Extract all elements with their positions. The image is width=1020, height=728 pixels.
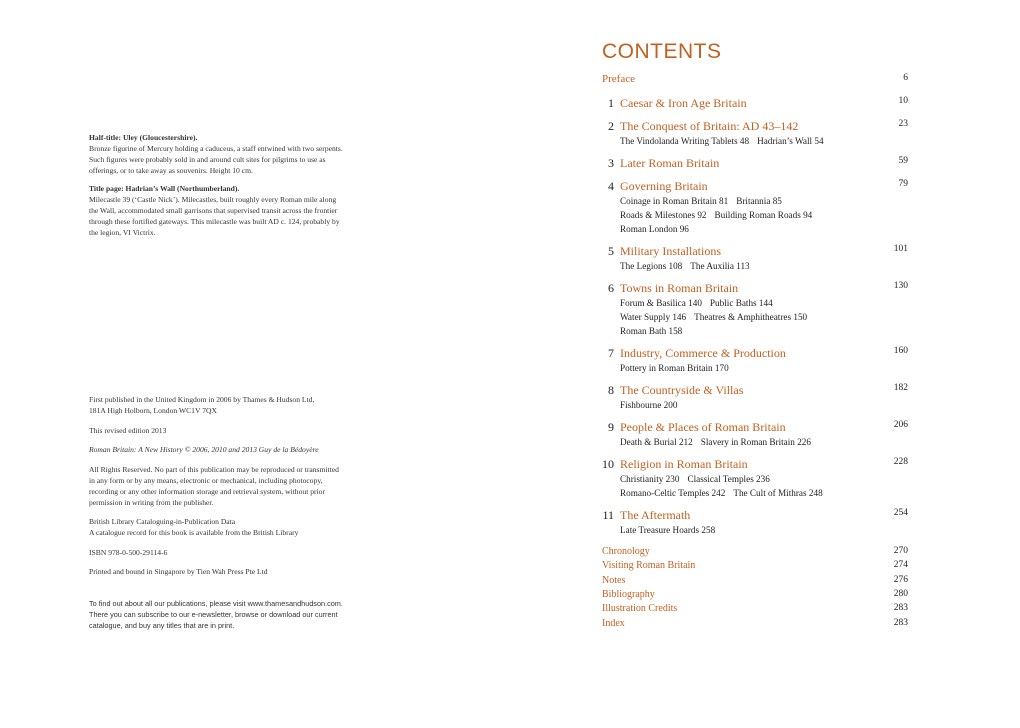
back-matter-label: Chronology (602, 546, 650, 557)
chapter-page-number: 130 (893, 281, 908, 291)
back-matter-label: Illustration Credits (602, 603, 678, 615)
chapter-title: Towns in Roman Britain (620, 281, 739, 295)
toc-subsection-line (620, 400, 677, 410)
half-title-caption (89, 132, 369, 176)
title-page-heading: Title page: Hadrian’s Wall (Northumberland). (89, 184, 240, 193)
toc-subsection-line (620, 312, 807, 322)
back-matter-page-number: 280 (893, 588, 908, 599)
chapter-page-number: 160 (893, 346, 908, 356)
imprint (89, 394, 369, 586)
subsection-entry[interactable]: The Vindolanda Writing Tablets 48 (620, 136, 750, 146)
subsection-entry[interactable]: The Cult of Mithras 248 (733, 488, 823, 498)
title-page-caption (89, 183, 369, 238)
chapter-title: Military Installations (620, 244, 721, 258)
back-matter-page-number: 283 (893, 617, 908, 628)
back-matter-label: Bibliography (602, 588, 655, 600)
back-matter-label: Notes (602, 574, 626, 586)
toc-subsection-line (620, 136, 824, 146)
toc-chapter-1[interactable] (602, 96, 908, 112)
subsection-entry[interactable]: Late Treasure Hoards 258 (620, 525, 716, 535)
toc-subsection-line (620, 488, 823, 498)
chapter-title: The Countryside & Villas (620, 383, 744, 397)
subsection-entry[interactable]: Fishbourne 200 (620, 400, 678, 410)
chapter-number: 11 (602, 508, 614, 522)
chapter-title: The Conquest of Britain: AD 43–142 (620, 119, 799, 133)
chapter-number: 8 (608, 383, 614, 397)
imprint-line: This revised edition 2013 (89, 425, 167, 435)
subsection-entry[interactable]: Pottery in Roman Britain 170 (620, 363, 729, 373)
back-matter-page-number: 274 (893, 560, 908, 571)
subsection-entry[interactable]: Christianity 230 (620, 474, 680, 484)
imprint-line: First published in the United Kingdom in 2006 by Thames & Hudson Ltd, 181A High Holborn, London WC1V 7QX (89, 395, 315, 415)
chapter-page-number: 79 (898, 179, 908, 189)
chapter-title: Caesar & Iron Age Britain (620, 96, 747, 110)
chapter-number: 5 (608, 244, 614, 258)
toc-chapter-4[interactable] (602, 179, 908, 195)
subsection-entry[interactable]: Roads & Milestones 92 (620, 210, 707, 220)
toc-subsection-line (620, 437, 811, 447)
back-matter-label: Index (602, 617, 625, 629)
chapter-number: 9 (608, 420, 614, 434)
chapter-page-number: 254 (893, 508, 908, 518)
back-matter-label: Visiting Roman Britain (602, 560, 696, 572)
toc-subsection-line (620, 261, 750, 271)
chapter-number: 4 (608, 179, 614, 193)
website-note (89, 598, 369, 631)
subsection-entry[interactable]: Roman Bath 158 (620, 326, 683, 336)
subsection-entry[interactable]: Forum & Basilica 140 (620, 298, 702, 308)
subsection-entry[interactable]: The Legions 108 (620, 261, 683, 271)
subsection-entry[interactable]: Coinage in Roman Britain 81 (620, 196, 729, 206)
toc-subsection-line (620, 196, 782, 206)
subsection-entry[interactable]: Classical Temples 236 (687, 474, 770, 484)
imprint-line: Printed and bound in Singapore by Tien Wah Press Pte Ltd (89, 567, 268, 576)
toc-chapter-11[interactable] (602, 508, 908, 524)
chapter-page-number: 182 (893, 383, 908, 393)
toc-page-number: 6 (903, 73, 908, 83)
half-title-heading: Half-title: Uley (Gloucestershire). (89, 133, 198, 142)
chapter-number: 2 (608, 119, 614, 133)
subsection-entry[interactable]: Romano-Celtic Temples 242 (620, 488, 726, 498)
toc-subsection-line (620, 525, 715, 535)
toc-chapter-8[interactable] (602, 383, 908, 399)
subsection-entry[interactable]: Hadrian’s Wall 54 (757, 136, 824, 146)
subsection-entry[interactable]: Building Roman Roads 94 (714, 210, 813, 220)
toc-chapter-5[interactable] (602, 244, 908, 260)
chapter-number: 6 (608, 281, 614, 295)
subsection-entry[interactable]: Theatres & Amphitheatres 150 (694, 312, 808, 322)
toc-subsection-line (620, 224, 689, 234)
chapter-number: 1 (608, 96, 614, 110)
chapter-page-number: 206 (893, 420, 908, 430)
subsection-entry[interactable]: The Auxilia 113 (690, 261, 750, 271)
title-page-line: Milecastle 39 (‘Castle Nick’). Milecastles, built roughly every Roman mile along (89, 195, 337, 204)
imprint-line: British Library Cataloguing-in-Publication Data A catalogue record for this book is available from the British Library (89, 517, 299, 537)
chapter-page-number: 10 (898, 96, 908, 106)
chapter-title: Religion in Roman Britain (620, 457, 748, 471)
website-line: There you can subscribe to our e-newsletter, browse or download our current (89, 610, 338, 619)
title-page-line: the legion, VI Victrix. (89, 228, 156, 237)
chapter-title: Governing Britain (620, 179, 708, 193)
subsection-entry[interactable]: Water Supply 146 (620, 312, 687, 322)
toc-chapter-6[interactable] (602, 281, 908, 297)
subsection-entry[interactable]: Slavery in Roman Britain 226 (700, 437, 811, 447)
website-line: To find out about all our publications, please visit www.thamesandhudson.com. (89, 599, 343, 608)
contents-title: CONTENTS (602, 40, 722, 63)
toc-chapter-2[interactable] (602, 119, 908, 135)
toc-chapter-9[interactable] (602, 420, 908, 436)
title-page-line: the Wall, accommodated small garrisons that supervised transit across the frontier (89, 206, 338, 215)
back-matter-page-number: 283 (893, 603, 908, 614)
chapter-page-number: 23 (898, 119, 908, 129)
toc-subsection-line (620, 363, 729, 373)
chapter-title: People & Places of Roman Britain (620, 420, 786, 434)
subsection-entry[interactable]: Public Baths 144 (709, 298, 773, 308)
toc-chapter-7[interactable] (602, 346, 908, 362)
toc-subsection-line (620, 210, 812, 220)
isbn: ISBN 978-0-500-29114-6 (89, 547, 168, 557)
toc-subsection-line (620, 326, 682, 336)
chapter-page-number: 59 (898, 156, 908, 166)
subsection-entry[interactable]: Britannia 85 (736, 196, 782, 206)
toc-back-matter-item[interactable] (602, 618, 908, 634)
toc-subsection-line (620, 298, 773, 308)
chapter-number: 10 (602, 457, 614, 471)
half-title-line: Such figures were probably sold in and around cult sites for pilgrims to use as (89, 155, 326, 164)
title-page-line: through these fortified gateways. This milecastle was built AD c. 124, probably by (89, 217, 340, 226)
toc-chapter-10[interactable] (602, 457, 908, 473)
back-matter-page-number: 270 (893, 546, 908, 556)
chapter-page-number: 101 (893, 244, 908, 254)
toc-preface[interactable] (602, 73, 908, 89)
subsection-entry[interactable]: Roman London 96 (620, 224, 689, 234)
chapter-title: Industry, Commerce & Production (620, 346, 786, 360)
chapter-number: 3 (608, 156, 614, 170)
chapter-number: 7 (608, 346, 614, 360)
toc-subsection-line (620, 474, 770, 484)
half-title-line: offerings, or to take away as souvenirs. Height 10 cm. (89, 166, 253, 175)
chapter-title: The Aftermath (620, 508, 691, 522)
website-line: catalogue, and buy any titles that are in print. (89, 621, 235, 630)
chapter-title: Later Roman Britain (620, 156, 720, 170)
subsection-entry[interactable]: Death & Burial 212 (620, 437, 693, 447)
back-matter-page-number: 276 (893, 574, 908, 585)
chapter-page-number: 228 (893, 457, 908, 467)
toc-entry-label: Preface (602, 73, 635, 85)
imprint-line: All Rights Reserved. No part of this publication may be reproduced or transmitted in any form or by any means, electronic or mechanical, including photocopy, recording or any other information storage and retrieval system, without prior permission in writing from the publisher. (89, 464, 339, 507)
half-title-line: Bronze figurine of Mercury holding a caduceus, a staff entwined with two serpents. (89, 144, 343, 153)
toc-chapter-3[interactable] (602, 156, 908, 172)
imprint-line: Roman Britain: A New History © 2006, 2010 and 2013 Guy de la Bédoyère (89, 445, 319, 454)
